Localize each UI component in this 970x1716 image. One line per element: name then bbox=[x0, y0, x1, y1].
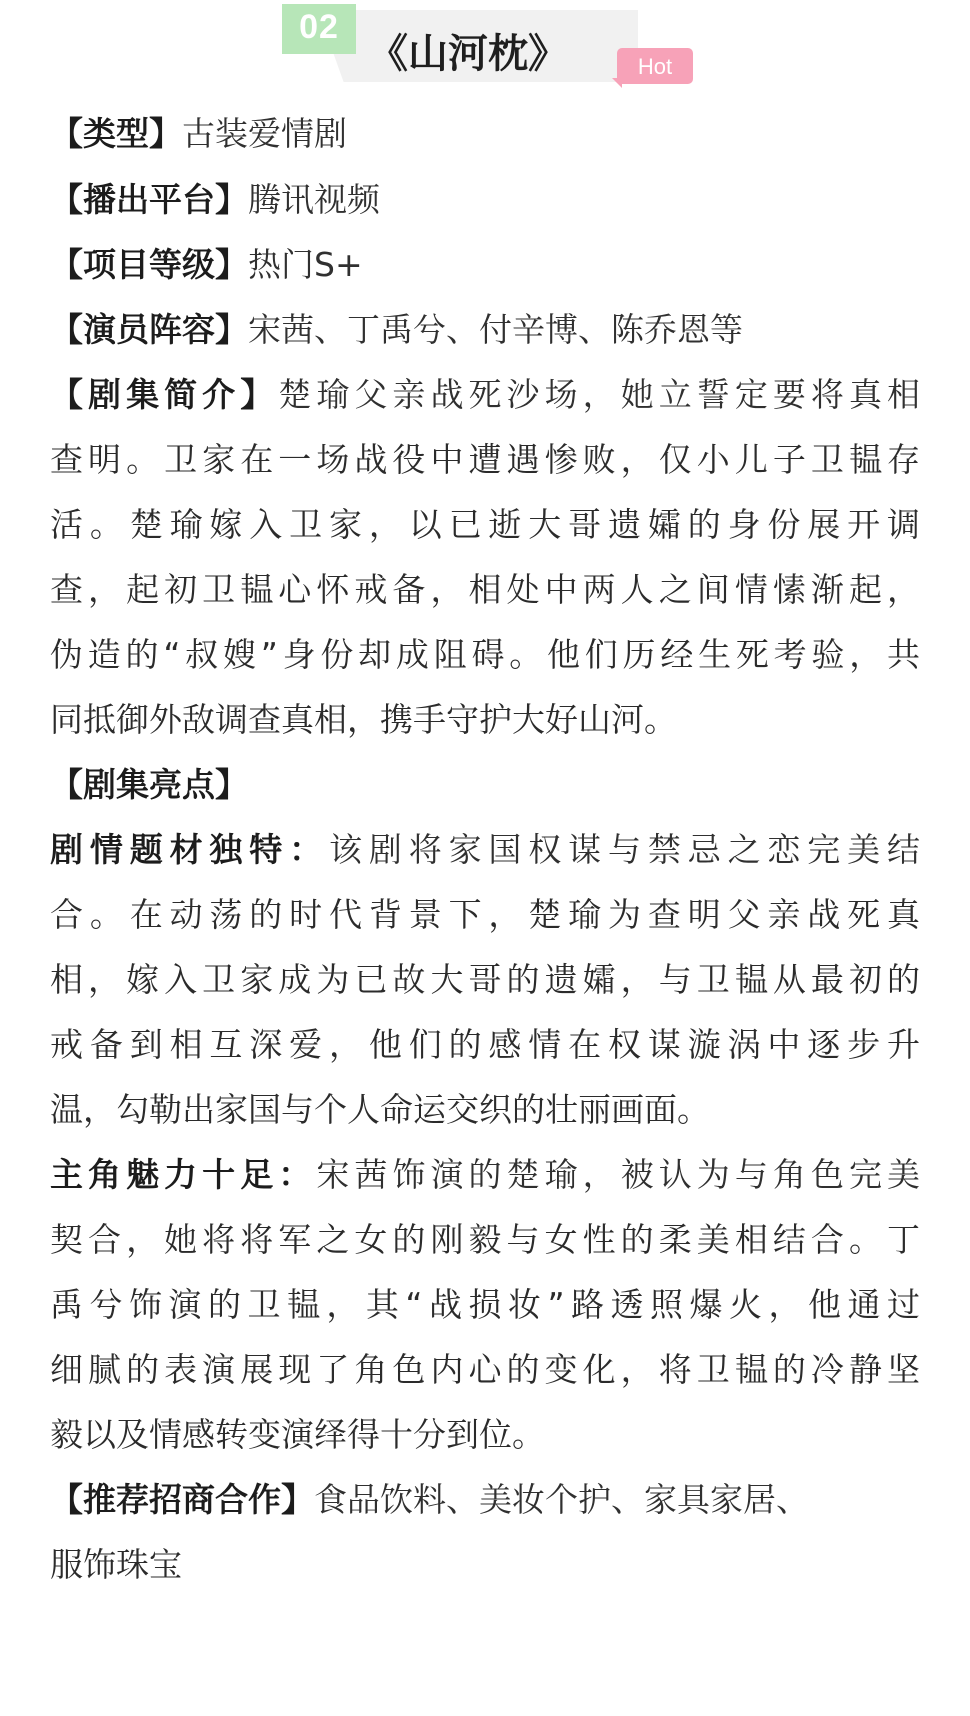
plot-line-5: 温，勾勒出家国与个人命运交织的壮丽画面。 bbox=[50, 1090, 710, 1129]
synopsis-line-2: 查明。卫家在一场战役中遭遇惨败，仅小儿子卫韫存 bbox=[50, 440, 920, 479]
genre-value: 古装爱情剧 bbox=[182, 114, 347, 153]
hot-tag bbox=[617, 48, 693, 84]
platform-label: 【播出平台】 bbox=[50, 180, 248, 219]
synopsis-line-4: 查，起初卫韫心怀戒备，相处中两人之间情愫渐起， bbox=[50, 570, 920, 609]
lead-line-3: 禹兮饰演的卫韫，其“战损妆”路透照爆火，他通过 bbox=[50, 1285, 920, 1324]
hot-tag-text: Hot bbox=[637, 54, 673, 79]
synopsis-line-3: 活。楚瑜嫁入卫家，以已逝大哥遗孀的身份展开调 bbox=[50, 505, 920, 544]
synopsis-line-5: 伪造的“叔嫂”身份却成阻碍。他们历经生死考验，共 bbox=[50, 635, 920, 674]
lead-line-2: 契合，她将将军之女的刚毅与女性的柔美相结合。丁 bbox=[50, 1220, 920, 1259]
plot-line-1 bbox=[50, 827, 920, 873]
cast-row bbox=[50, 307, 743, 353]
lead-line-5: 毅以及情感转变演绎得十分到位。 bbox=[50, 1415, 545, 1454]
drama-title: 《山河枕》 bbox=[368, 31, 568, 77]
synopsis-text-1: 楚瑜父亲战死沙场，她立誓定要将真相 bbox=[278, 375, 921, 414]
level-label: 【项目等级】 bbox=[50, 245, 248, 284]
plot-line-2: 合。在动荡的时代背景下，楚瑜为查明父亲战死真 bbox=[50, 895, 920, 934]
platform-value: 腾讯视频 bbox=[248, 180, 380, 219]
genre-label: 【类型】 bbox=[50, 114, 182, 153]
header-banner bbox=[0, 0, 970, 92]
level-row bbox=[50, 242, 363, 288]
recommend-label: 【推荐招商合作】 bbox=[50, 1480, 314, 1519]
number-text: 02 bbox=[299, 8, 339, 46]
lead-label: 主角魅力十足： bbox=[50, 1155, 317, 1194]
synopsis-line-1 bbox=[50, 372, 920, 418]
plot-line-3: 相，嫁入卫家成为已故大哥的遗孀，与卫韫从最初的 bbox=[50, 960, 920, 999]
level-value: 热门S+ bbox=[248, 245, 363, 284]
synopsis-label: 【剧集简介】 bbox=[50, 375, 279, 414]
plot-label: 剧情题材独特： bbox=[50, 830, 329, 869]
plot-text-1: 该剧将家国权谋与禁忌之恋完美结 bbox=[329, 830, 921, 869]
plot-line-4: 戒备到相互深爱，他们的感情在权谋漩涡中逐步升 bbox=[50, 1025, 920, 1064]
genre-row bbox=[50, 111, 347, 157]
recommend-text-1: 食品饮料、美妆个护、家具家居、 bbox=[314, 1480, 809, 1519]
lead-line-1 bbox=[50, 1152, 920, 1198]
highlights-label: 【剧集亮点】 bbox=[50, 765, 248, 804]
synopsis-line-6: 同抵御外敌调查真相，携手守护大好山河。 bbox=[50, 700, 677, 739]
recommend-line-2: 服饰珠宝 bbox=[50, 1545, 182, 1584]
cast-label: 【演员阵容】 bbox=[50, 310, 248, 349]
lead-text-1: 宋茜饰演的楚瑜，被认为与角色完美 bbox=[316, 1155, 921, 1194]
lead-line-4: 细腻的表演展现了角色内心的变化，将卫韫的冷静坚 bbox=[50, 1350, 920, 1389]
platform-row bbox=[50, 177, 380, 223]
cast-value: 宋茜、丁禹兮、付辛博、陈乔恩等 bbox=[248, 310, 743, 349]
recommend-line-1 bbox=[50, 1477, 809, 1523]
